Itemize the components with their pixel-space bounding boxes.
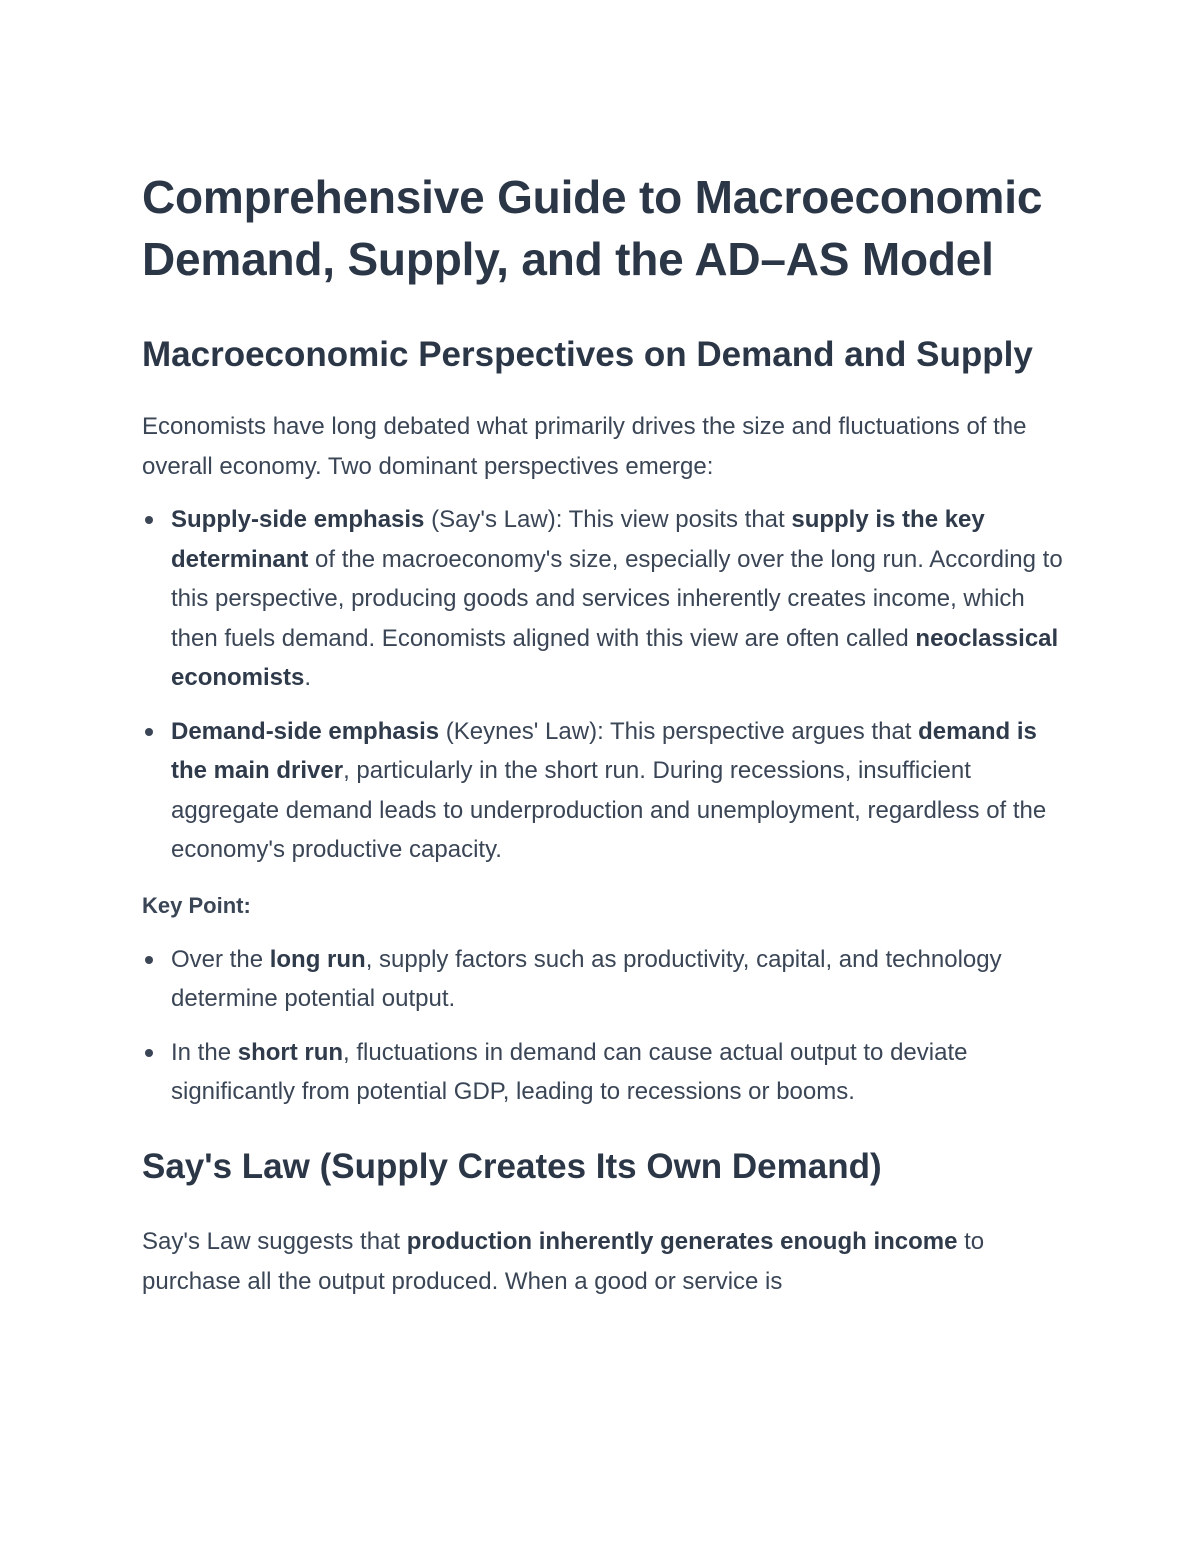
intro-paragraph: Economists have long debated what primarily drives the size and fluctuations of the overall economy. Two dominant perspectives emerge: <box>142 413 1027 480</box>
bullet-text: , supply factors such as productivity, capital, and technology determine potential output. <box>171 945 1002 1012</box>
emphasis-text: production inherently generates enough income <box>406 1227 958 1255</box>
emphasis-text: supply is the key determinant <box>171 506 985 573</box>
emphasis-text: long run <box>269 945 366 973</box>
list-item-supply-side <box>142 500 1070 698</box>
bullet-icon <box>145 516 153 524</box>
term-demand-side: Demand-side emphasis <box>171 717 440 745</box>
list-item-demand-side <box>142 712 1070 870</box>
bullet-text: . <box>304 664 312 691</box>
emphasis-text: short run <box>237 1038 344 1066</box>
document-title: Comprehensive Guide to Macroeconomic Demand, Supply, and the AD–AS Model <box>142 171 1043 285</box>
bullet-icon <box>145 1049 153 1057</box>
list-item-long-run <box>142 940 1070 1019</box>
bullet-text: In the <box>171 1038 238 1066</box>
term-neoclassical: neoclassical economists <box>171 624 1059 691</box>
bullet-text: , fluctuations in demand can cause actual output to deviate significantly from potential GDP, leading to recessions or booms. <box>171 1038 968 1105</box>
term-supply-side: Supply-side emphasis <box>171 506 425 533</box>
section-heading-perspectives: Macroeconomic Perspectives on Demand and Supply <box>142 335 1033 374</box>
bullet-icon <box>145 728 153 736</box>
perspectives-list <box>142 500 1070 870</box>
bullet-text: of the macroeconomy's size, especially over the long run. According to this perspective, producing goods and services inherently creates income, which then fuels demand. Economists aligned with this view are often called <box>171 545 1063 652</box>
bullet-text: , particularly in the short run. During recessions, insufficient aggregate demand leads to underproduction and unemployment, regardless of the economy's productive capacity. <box>171 757 1047 863</box>
bullet-text: (Keynes' Law): This perspective argues that <box>439 717 919 745</box>
emphasis-text: demand is the main driver <box>171 717 1037 784</box>
bullet-text: Over the <box>171 945 270 973</box>
key-points-list <box>142 940 1070 1112</box>
section-heading-says-law: Say's Law (Supply Creates Its Own Demand) <box>142 1146 882 1186</box>
key-point-label: Key Point: <box>142 892 251 918</box>
says-law-paragraph <box>142 1222 1070 1302</box>
bullet-icon <box>145 956 153 964</box>
paragraph-text: Say's Law suggests that <box>142 1227 407 1255</box>
bullet-text: (Say's Law): This view posits that <box>424 506 792 533</box>
paragraph-text: to purchase all the output produced. When a good or service is <box>142 1227 985 1295</box>
list-item-short-run <box>142 1033 1070 1112</box>
